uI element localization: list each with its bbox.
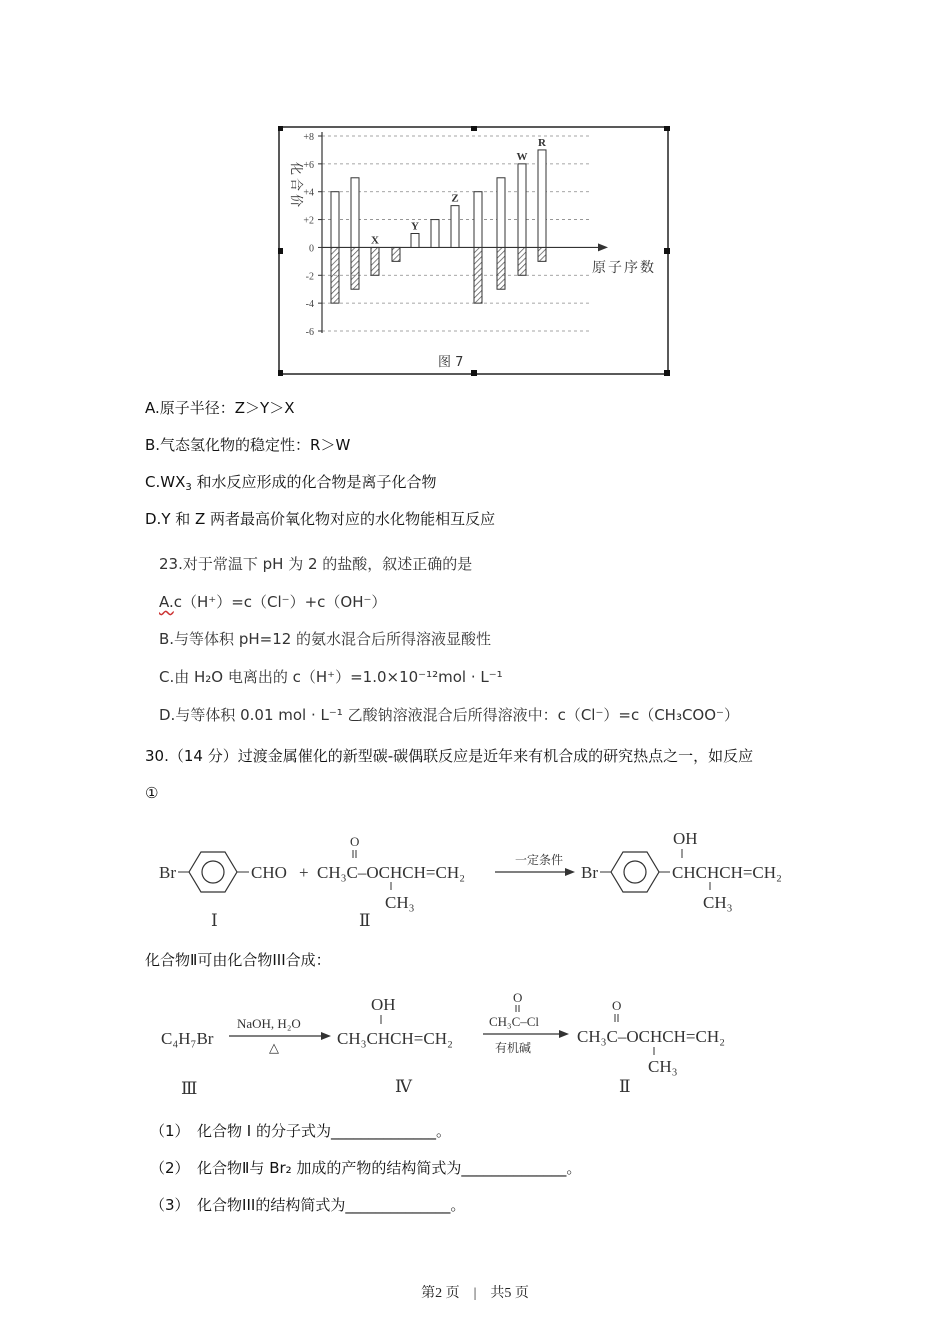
- q22-c-sub: 3: [185, 482, 192, 493]
- q30-stem-line2: ①: [145, 784, 159, 802]
- r2-arrow1-bottom: △: [269, 1040, 279, 1055]
- positive-valence-bar: [497, 178, 505, 248]
- r2-arrow1-top: NaOH, H₂O: [237, 1016, 301, 1031]
- positive-valence-bar: [451, 206, 459, 248]
- negative-valence-bar: [518, 247, 526, 275]
- benzene-ring-icon: [189, 852, 237, 892]
- r2-ii-o: O: [612, 998, 622, 1013]
- r2-arrow2-o: O: [513, 990, 523, 1005]
- r2-iv-oh: OH: [371, 995, 396, 1014]
- element-label: Z: [451, 192, 459, 205]
- r1-product-ch3: CH₃: [703, 893, 733, 912]
- negative-valence-bar: [351, 247, 359, 289]
- r2-arrow2-bottom: 有机碱: [495, 1041, 532, 1055]
- y-tick-label: -2: [305, 271, 314, 283]
- page-footer: 第2 页 | 共5 页: [421, 1286, 529, 1301]
- negative-valence-bar: [392, 247, 400, 261]
- q22-option-b: B.气态氢化物的稳定性：R＞W: [145, 436, 351, 454]
- r1-product-br: Br: [581, 863, 598, 882]
- q23-option-c: C.由 H₂O 电离出的 c（H⁺）=1.0×10⁻¹²mol · L⁻¹: [159, 668, 503, 686]
- r1-ii-formula: CH₃C–OCHCH=CH₂: [317, 863, 466, 882]
- negative-valence-bar: [371, 247, 379, 275]
- negative-valence-bar: [331, 247, 339, 303]
- positive-valence-bar: [351, 178, 359, 248]
- r2-label-iv: Ⅳ: [395, 1077, 412, 1096]
- element-label: R: [538, 136, 546, 149]
- q23-a-prefix: A.: [159, 593, 174, 611]
- y-tick-label: -6: [305, 327, 314, 338]
- arrow-icon: [565, 868, 575, 876]
- r2-arrow2-top: CH₃C–Cl: [489, 1014, 540, 1029]
- q23-stem: 23.对于常温下 pH 为 2 的盐酸，叙述正确的是: [159, 555, 473, 573]
- q22-c-post: 和水反应形成的化合物是离子化合物: [191, 473, 437, 491]
- positive-valence-bar: [538, 150, 546, 248]
- y-tick-label: +8: [303, 132, 314, 143]
- y-tick-label: +6: [303, 159, 314, 171]
- chart-xlabel: 原子序数: [592, 260, 656, 276]
- valence-chart: [278, 126, 670, 376]
- r1-label-i: Ⅰ: [211, 911, 218, 930]
- reaction-2: [145, 990, 810, 1100]
- r1-oh: OH: [673, 829, 698, 848]
- element-label: W: [516, 150, 528, 163]
- r2-reactant: C₄H₇Br: [161, 1029, 214, 1048]
- q30-sub-text: 化合物Ⅱ可由化合物III合成：: [145, 951, 331, 969]
- r2-label-ii: Ⅱ: [619, 1077, 631, 1096]
- negative-valence-bar: [497, 247, 505, 289]
- positive-valence-bar: [331, 192, 339, 248]
- r2-ii-ch3: CH₃: [648, 1057, 678, 1076]
- positive-valence-bar: [411, 234, 419, 248]
- r2-ii-formula: CH₃C–OCHCH=CH₂: [577, 1027, 726, 1046]
- arrow-icon: [321, 1032, 331, 1040]
- r1-plus: +: [299, 863, 309, 882]
- q22-option-a: A.原子半径：Z＞Y＞X: [145, 399, 295, 417]
- arrow-icon: [559, 1030, 569, 1038]
- r1-product: CHCHCH=CH₂: [672, 863, 782, 882]
- benzene-ring-icon: [611, 852, 659, 892]
- negative-valence-bar: [538, 247, 546, 261]
- chart-title: 图 7: [438, 355, 464, 370]
- r2-iv-formula: CH₃CHCH=CH₂: [337, 1029, 453, 1048]
- r2-label-iii: Ⅲ: [181, 1079, 198, 1098]
- q30-question-1: （1） 化合物 I 的分子式为______________。: [150, 1122, 452, 1140]
- chart-ylabel: 化合价: [288, 162, 303, 211]
- q23-option-d: D.与等体积 0.01 mol · L⁻¹ 乙酸钠溶液混合后所得溶液中：c（Cl⁻）=c（CH₃COO⁻）: [159, 706, 739, 724]
- r1-ch3: CH₃: [385, 893, 415, 912]
- element-label: Y: [411, 220, 419, 233]
- r1-arrow-label: 一定条件: [515, 853, 564, 867]
- y-tick-label: 0: [309, 243, 314, 255]
- positive-valence-bar: [518, 164, 526, 248]
- positive-valence-bar: [431, 220, 439, 248]
- q30-stem-line1: 30.（14 分）过渡金属催化的新型碳-碳偶联反应是近年来有机合成的研究热点之一，如反应: [145, 747, 754, 765]
- r1-label-ii: Ⅱ: [359, 911, 371, 930]
- y-tick-label: +4: [303, 187, 314, 199]
- reaction-1: [145, 822, 810, 930]
- negative-valence-bar: [474, 247, 482, 303]
- q30-question-3: （3） 化合物III的结构简式为______________。: [150, 1196, 466, 1214]
- q22-option-d: D.Y 和 Z 两者最高价氧化物对应的水化物能相互反应: [145, 510, 496, 528]
- y-tick-label: +2: [303, 215, 314, 227]
- positive-valence-bar: [474, 192, 482, 248]
- element-label: X: [371, 234, 379, 247]
- q22-option-c: [145, 472, 437, 498]
- r1-br: Br: [159, 863, 176, 882]
- q23-a-text: c（H⁺）=c（Cl⁻）+c（OH⁻）: [173, 593, 387, 611]
- q23-option-b: B.与等体积 pH=12 的氨水混合后所得溶液显酸性: [159, 630, 492, 648]
- q22-c-pre: C.WX: [145, 473, 186, 491]
- y-tick-label: -4: [305, 299, 314, 311]
- q30-question-2: （2） 化合物Ⅱ与 Br₂ 加成的产物的结构简式为______________。: [150, 1159, 582, 1177]
- q23-option-a: [159, 592, 386, 612]
- r1-o: O: [350, 834, 360, 849]
- r1-cho: CHO: [251, 863, 287, 882]
